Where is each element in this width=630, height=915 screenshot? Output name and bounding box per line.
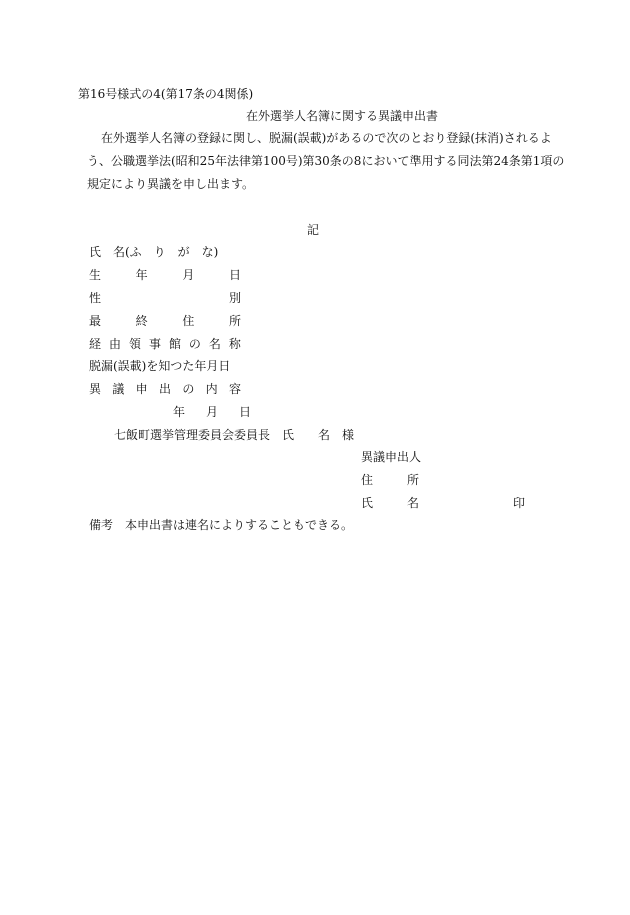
date-line [173,404,251,420]
birth-char: 生 [89,268,102,282]
consulate-char: 事 [148,337,161,351]
applicant-name-label [361,495,419,511]
last-address-char: 所 [228,314,241,328]
last-address-char: 最 [89,314,102,328]
content-char: 出 [158,382,171,396]
last-address-char: 住 [182,314,195,328]
ki-heading: 記 [307,223,320,237]
applicant-name-char: 氏 [361,496,374,510]
field-last-address-label [89,313,241,329]
form-id: 第16号様式の4(第17条の4関係) [78,87,254,101]
document-title: 在外選挙人名簿に関する異議申出書 [246,109,439,123]
applicant-name-char: 名 [406,496,419,510]
birth-char: 日 [228,268,241,282]
date-month-char: 月 [205,405,218,419]
date-year-char: 年 [173,405,186,419]
content-char: 内 [205,382,218,396]
consulate-char: 名 [208,337,221,351]
birth-char: 年 [135,268,148,282]
field-birth-label [89,267,241,283]
sex-char: 別 [228,291,241,305]
field-name-label: 氏 名(ふ り が な) [89,245,219,259]
consulate-char: 由 [108,337,121,351]
body-line-3: 規定により異議を申し出ます。 [87,177,255,191]
note: 備考 本申出書は連名によりすることもできる。 [89,518,354,532]
consulate-char: 領 [128,337,141,351]
applicant-address-char: 所 [406,473,419,487]
applicant-address-label [361,472,419,488]
field-omission-date-label: 脱漏(誤載)を知つた年月日 [89,359,231,373]
consulate-char: 館 [168,337,181,351]
body-line-1: 在外選挙人名簿の登録に関し、脱漏(誤載)があるので次のとおり登録(抹消)されるよ [101,131,552,145]
consulate-char: 経 [89,337,102,351]
content-char: 異 [89,382,102,396]
content-char: の [182,382,195,396]
body-line-2: う、公職選挙法(昭和25年法律第100号)第30条の8において準用する同法第24条第1項の [87,154,565,168]
consulate-char: 称 [228,337,241,351]
seal-mark: 印 [513,496,526,510]
last-address-char: 終 [135,314,148,328]
field-content-label [89,381,241,397]
content-char: 申 [135,382,148,396]
content-char: 容 [228,382,241,396]
addressee: 七飯町選挙管理委員会委員長 氏 名 様 [114,428,355,442]
content-char: 議 [112,382,125,396]
date-day-char: 日 [238,405,251,419]
sex-char: 性 [89,291,102,305]
field-sex-label [89,290,241,306]
applicant-heading: 異議申出人 [361,450,422,464]
consulate-char: の [188,337,201,351]
birth-char: 月 [182,268,195,282]
applicant-address-char: 住 [361,473,374,487]
field-consulate-label [89,336,241,352]
